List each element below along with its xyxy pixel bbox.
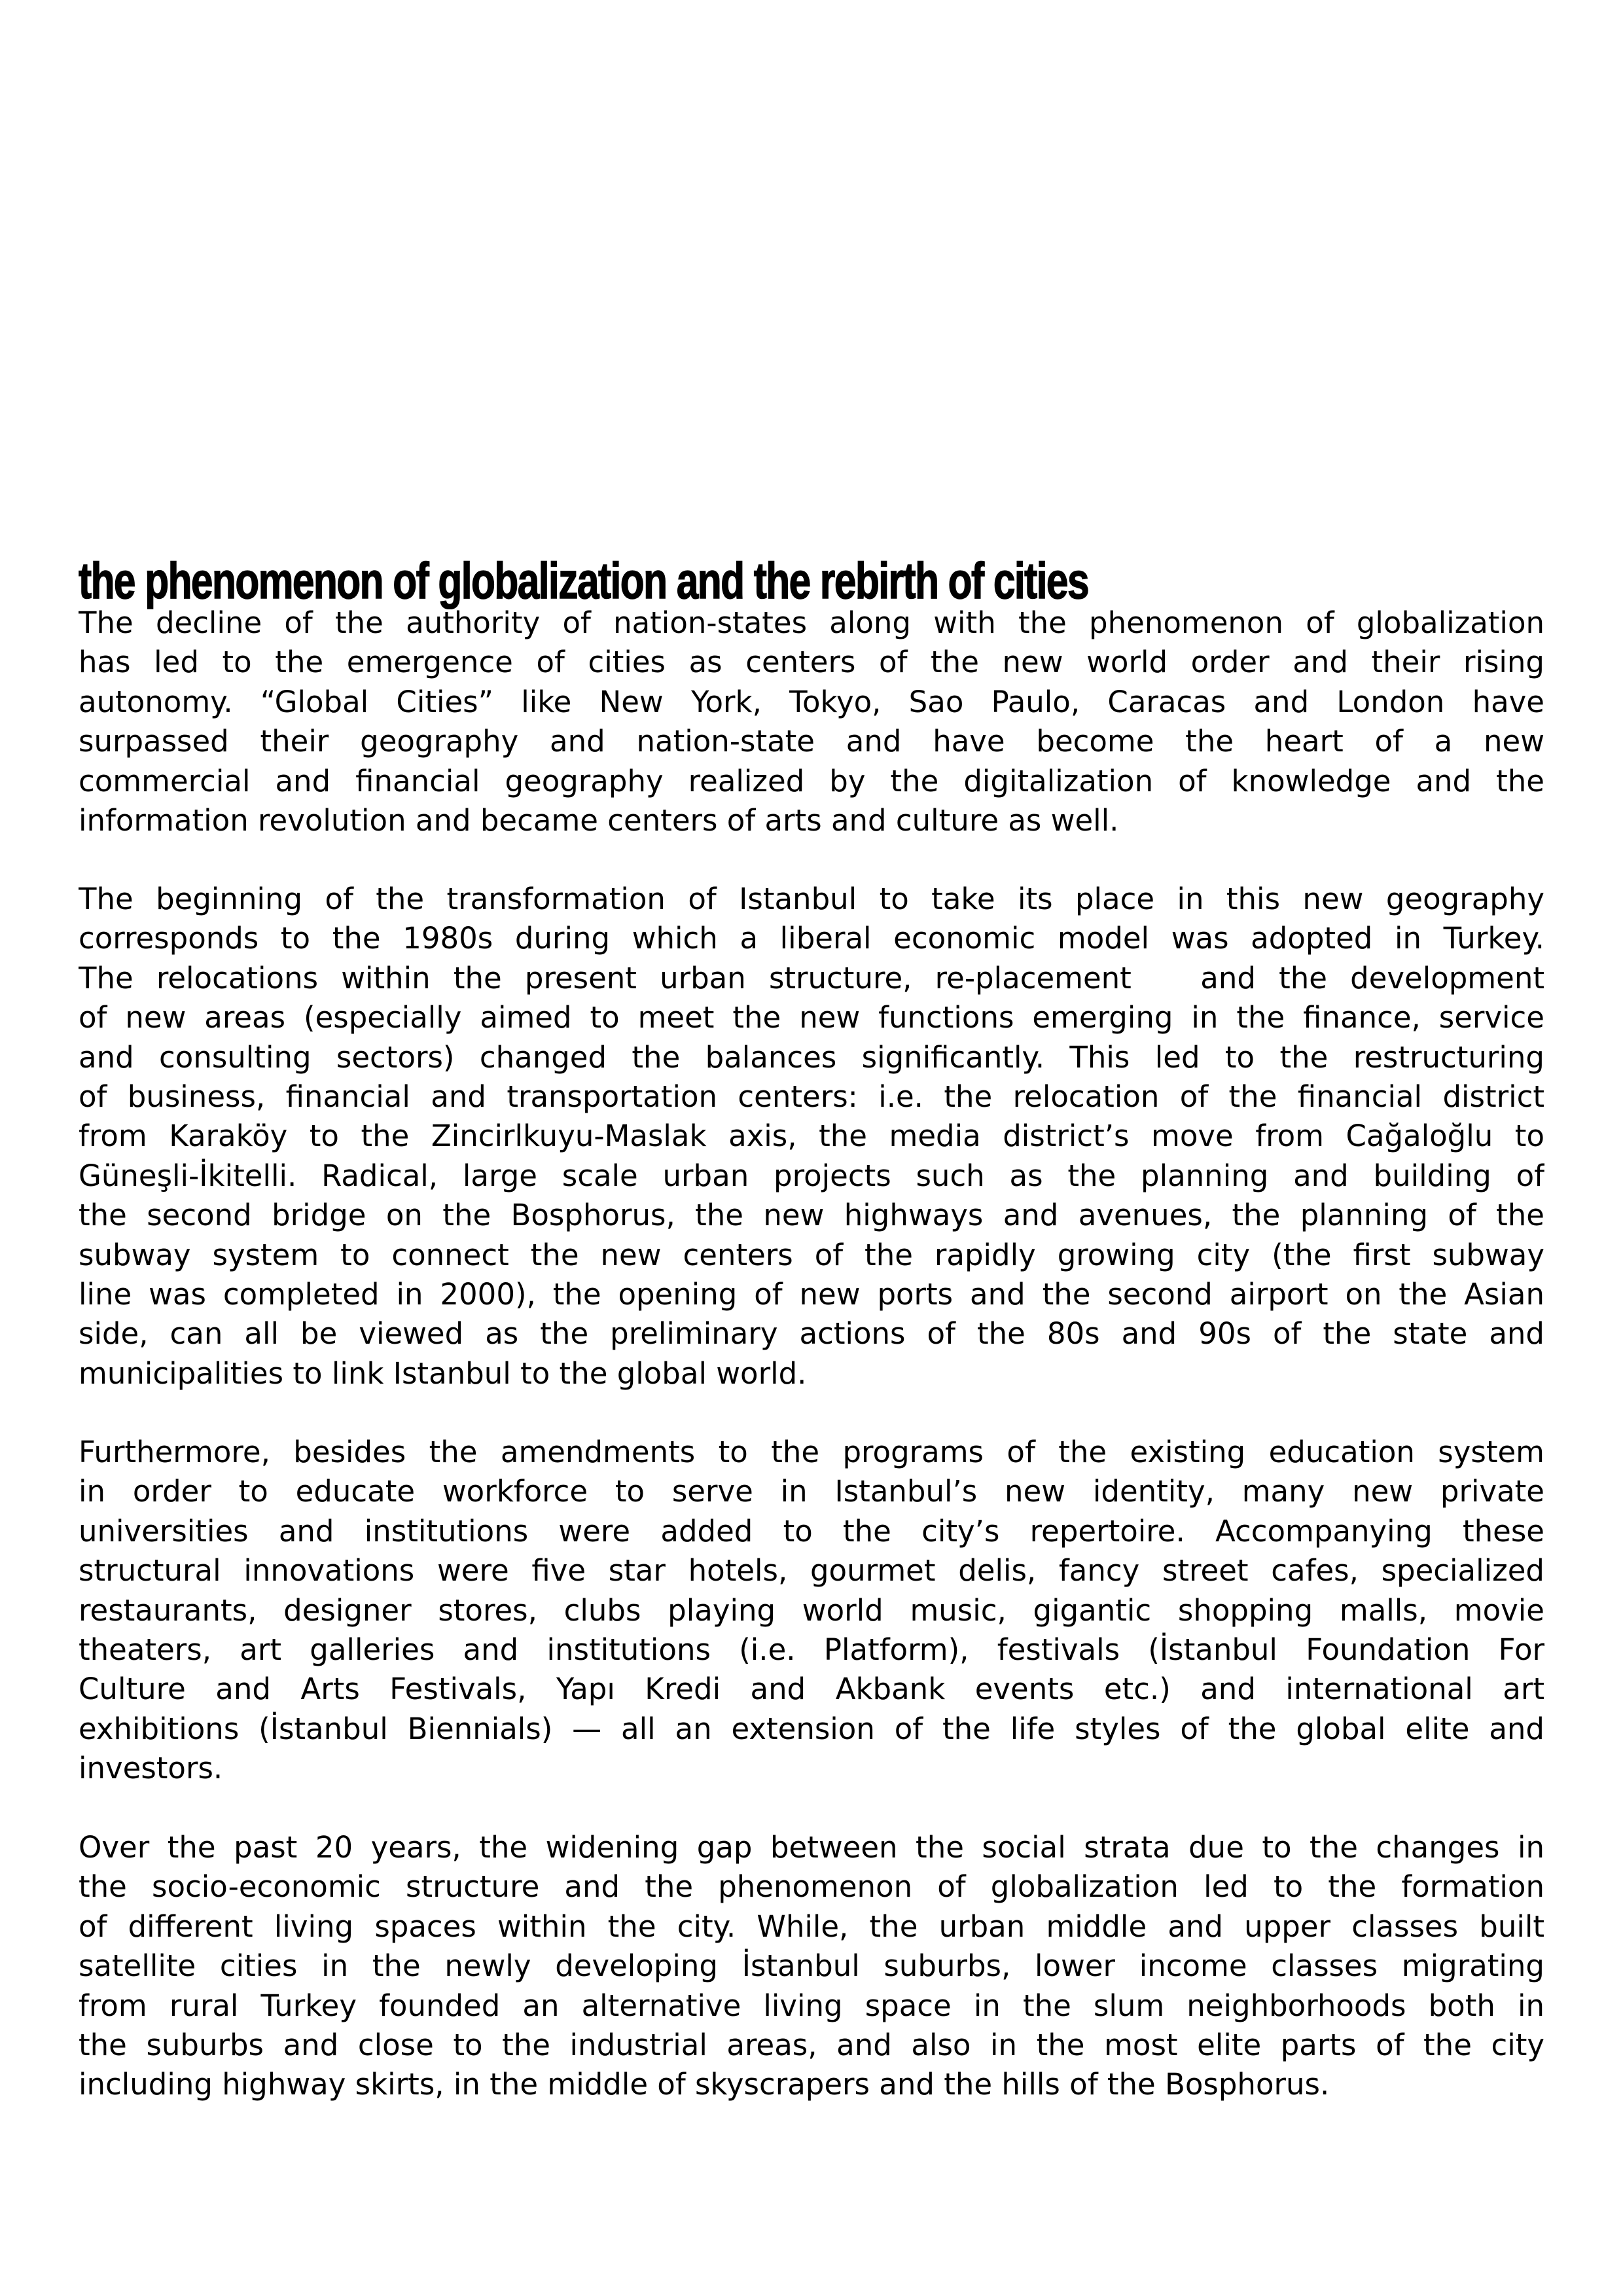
text-line bbox=[79, 1077, 1544, 1117]
text-line-content: surpassed their geography and nation-state and have become the heart of a new bbox=[79, 724, 1544, 759]
paragraph-2 bbox=[79, 880, 1544, 1393]
text-line-content: The beginning of the transformation of Istanbul to take its place in this new geography bbox=[79, 882, 1544, 916]
text-line bbox=[79, 722, 1544, 761]
paragraph-3 bbox=[79, 1433, 1544, 1789]
text-line-content: The relocations within the present urban structure, re-placement and the development bbox=[79, 960, 1544, 996]
text-line bbox=[79, 1157, 1544, 1196]
section-heading-container bbox=[79, 552, 1544, 609]
text-line-content: information revolution and became centers of arts and culture as well. bbox=[79, 802, 1119, 838]
text-line-content: structural innovations were five star hotels, gourmet delis, fancy street cafes, specialized bbox=[79, 1553, 1544, 1588]
section-heading: the phenomenon of globalization and the rebirth of cities bbox=[79, 552, 1089, 609]
text-line-content: Culture and Arts Festivals, Yapı Kredi and Akbank events etc.) and international art bbox=[79, 1672, 1544, 1707]
text-line-content: Güneşli-İkitelli. Radical, large scale urban projects such as the planning and building of bbox=[79, 1158, 1544, 1193]
text-line bbox=[79, 1275, 1544, 1314]
text-line bbox=[79, 1551, 1544, 1590]
text-line bbox=[79, 1038, 1544, 1077]
text-line bbox=[79, 1236, 1544, 1275]
text-line bbox=[79, 1433, 1544, 1472]
text-line bbox=[79, 801, 1544, 840]
text-line bbox=[79, 1986, 1544, 2026]
text-line-content: from rural Turkey founded an alternative living space in the slum neighborhoods both in bbox=[79, 1988, 1544, 2023]
text-line bbox=[79, 1670, 1544, 1709]
text-line bbox=[79, 959, 1544, 998]
text-line bbox=[79, 1710, 1544, 1749]
text-line bbox=[79, 1630, 1544, 1670]
text-line-content: subway system to connect the new centers of the rapidly growing city (the first subway bbox=[79, 1237, 1544, 1272]
text-line-content: Furthermore, besides the amendments to the programs of the existing education system bbox=[79, 1435, 1544, 1469]
text-line-content: the socio-economic structure and the phenomenon of globalization led to the formation bbox=[79, 1869, 1544, 1905]
text-line bbox=[79, 683, 1544, 722]
text-line-content: theaters, art galleries and institutions (i.e. Platform), festivals (İstanbul Foundation For bbox=[79, 1632, 1544, 1667]
text-line-content: restaurants, designer stores, clubs playing world music, gigantic shopping malls, movie bbox=[79, 1592, 1544, 1628]
text-line-content: of new areas (especially aimed to meet the new functions emerging in the finance, service bbox=[79, 1000, 1544, 1035]
text-line bbox=[79, 1472, 1544, 1511]
text-line-content: satellite cities in the newly developing İstanbul suburbs, lower income classes migrating bbox=[79, 1948, 1544, 1984]
text-line bbox=[79, 1867, 1544, 1907]
text-line bbox=[79, 1591, 1544, 1630]
text-line-content: municipalities to link Istanbul to the global world. bbox=[79, 1355, 807, 1391]
text-line bbox=[79, 1314, 1544, 1354]
paragraph-1 bbox=[79, 603, 1544, 840]
text-line-content: from Karaköy to the Zincirlkuyu-Maslak axis, the media district’s move from Cağaloğlu to bbox=[79, 1119, 1544, 1154]
document-page bbox=[79, 0, 1544, 2296]
text-line bbox=[79, 1946, 1544, 1986]
text-line-content: autonomy. “Global Cities” like New York, Tokyo, Sao Paulo, Caracas and London have bbox=[79, 684, 1544, 719]
text-line-content: Over the past 20 years, the widening gap between the social strata due to the changes in bbox=[79, 1830, 1544, 1865]
text-line-content: universities and institutions were added to the city’s repertoire. Accompanying these bbox=[79, 1513, 1544, 1549]
text-line bbox=[79, 1907, 1544, 1946]
text-line bbox=[79, 919, 1544, 958]
text-line-content: commercial and financial geography realized by the digitalization of knowledge and the bbox=[79, 763, 1544, 798]
text-line-content: The decline of the authority of nation-states along with the phenomenon of globalization bbox=[79, 605, 1544, 640]
text-line-content: side, can all be viewed as the preliminary actions of the 80s and 90s of the state and bbox=[79, 1316, 1544, 1352]
text-line-content: including highway skirts, in the middle of skyscrapers and the hills of the Bosphorus. bbox=[79, 2067, 1330, 2102]
text-line bbox=[79, 998, 1544, 1037]
text-line bbox=[79, 643, 1544, 682]
text-line bbox=[79, 2026, 1544, 2065]
text-line-content: has led to the emergence of cities as centers of the new world order and their rising bbox=[79, 645, 1544, 680]
text-line-content: line was completed in 2000), the opening of new ports and the second airport on the Asian bbox=[79, 1276, 1544, 1312]
text-line-content: in order to educate workforce to serve in Istanbul’s new identity, many new private bbox=[79, 1474, 1544, 1509]
text-line-content: exhibitions (İstanbul Biennials) — all an extension of the life styles of the global elite and bbox=[79, 1711, 1544, 1746]
text-line-content: of different living spaces within the city. While, the urban middle and upper classes built bbox=[79, 1909, 1544, 1944]
text-line bbox=[79, 1196, 1544, 1235]
text-line-content: and consulting sectors) changed the balances significantly. This led to the restructuring bbox=[79, 1039, 1544, 1075]
text-line bbox=[79, 1828, 1544, 1867]
text-line bbox=[79, 1354, 1544, 1393]
text-line-content: of business, financial and transportation centers: i.e. the relocation of the financial district bbox=[79, 1079, 1544, 1114]
text-line bbox=[79, 1117, 1544, 1156]
text-line bbox=[79, 880, 1544, 919]
text-line bbox=[79, 1512, 1544, 1551]
text-line-content: corresponds to the 1980s during which a liberal economic model was adopted in Turkey. bbox=[79, 921, 1544, 956]
text-line bbox=[79, 603, 1544, 643]
text-line-content: the suburbs and close to the industrial areas, and also in the most elite parts of the city bbox=[79, 2027, 1544, 2062]
text-line bbox=[79, 2065, 1544, 2104]
text-line bbox=[79, 762, 1544, 801]
text-line-content: the second bridge on the Bosphorus, the new highways and avenues, the planning of the bbox=[79, 1198, 1544, 1233]
text-line bbox=[79, 1749, 1544, 1788]
text-line-content: investors. bbox=[79, 1751, 223, 1786]
paragraph-4 bbox=[79, 1828, 1544, 2105]
